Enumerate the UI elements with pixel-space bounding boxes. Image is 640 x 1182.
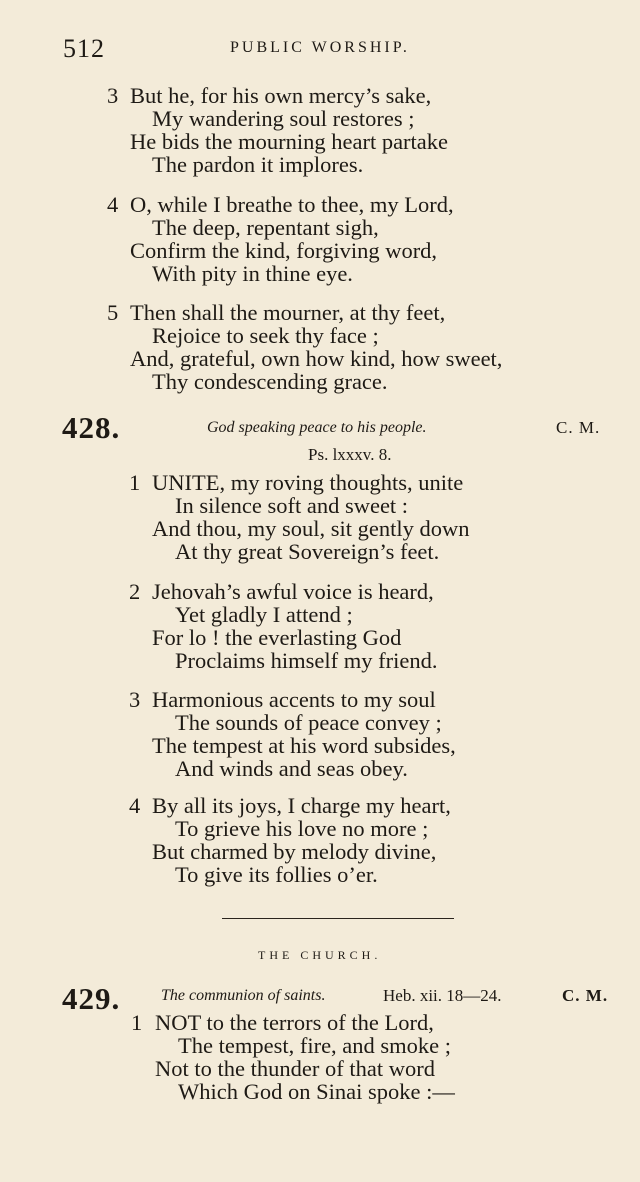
section-title: THE CHURCH.	[258, 948, 382, 962]
verse-number: 4	[107, 192, 119, 217]
hymn-number: 429.	[62, 981, 121, 1016]
verse-line: To grieve his love no more ;	[175, 816, 429, 841]
verse-line: Proclaims himself my friend.	[175, 648, 438, 673]
verse-line: Harmonious accents to my soul	[152, 687, 436, 712]
verse-line: By all its joys, I charge my heart,	[152, 793, 451, 818]
verse-line: My wandering soul restores ;	[152, 106, 415, 131]
verse-line: And winds and seas obey.	[175, 756, 408, 781]
verse-line: For lo ! the everlasting God	[152, 625, 402, 650]
verse-line: Yet gladly I attend ;	[175, 602, 353, 627]
verse-line: And thou, my soul, sit gently down	[152, 516, 470, 541]
verse-number: 4	[129, 793, 141, 818]
verse-line: The sounds of peace convey ;	[175, 710, 442, 735]
verse-line: The tempest at his word subsides,	[152, 733, 456, 758]
verse-line: At thy great Sovereign’s feet.	[175, 539, 440, 564]
verse-line: But he, for his own mercy’s sake,	[130, 83, 432, 108]
running-title: PUBLIC WORSHIP.	[230, 39, 410, 56]
verse-line: He bids the mourning heart partake	[130, 129, 449, 154]
verse-line: Rejoice to seek thy face ;	[152, 323, 379, 348]
hymn-title: The communion of saints.	[161, 987, 326, 1004]
scripture-reference: Ps. lxxxv. 8.	[308, 445, 392, 464]
verse-line: Jehovah’s awful voice is heard,	[152, 579, 434, 604]
hymn-title: God speaking peace to his people.	[207, 419, 427, 436]
verse-number: 1	[131, 1010, 143, 1035]
verse-line: The deep, repentant sigh,	[152, 215, 379, 240]
verse-line: UNITE, my roving thoughts, unite	[152, 470, 464, 495]
verse-number: 2	[129, 579, 141, 604]
verse-number: 3	[107, 83, 119, 108]
verse-line: And, grateful, own how kind, how sweet,	[130, 346, 503, 371]
hymn-meter: C. M.	[556, 418, 601, 437]
verse-number: 3	[129, 687, 141, 712]
verse-line: The pardon it implores.	[152, 152, 364, 177]
verse-line: Not to the thunder of that word	[155, 1056, 435, 1081]
verse-number: 1	[129, 470, 141, 495]
verse-line: The tempest, fire, and smoke ;	[178, 1033, 452, 1058]
verse-line: NOT to the terrors of the Lord,	[155, 1010, 434, 1035]
verse-line: Thy condescending grace.	[152, 369, 388, 394]
verse-line: Then shall the mourner, at thy feet,	[130, 300, 446, 325]
section-divider	[222, 918, 454, 919]
verse-line: But charmed by melody divine,	[152, 839, 437, 864]
verse-line: To give its follies o’er.	[175, 862, 378, 887]
verse-line: In silence soft and sweet :	[175, 493, 409, 518]
hymn-meter: C. M.	[562, 986, 609, 1005]
verse-number: 5	[107, 300, 119, 325]
verse-line: O, while I breathe to thee, my Lord,	[130, 192, 454, 217]
verse-line: Which God on Sinai spoke :—	[178, 1079, 455, 1104]
scripture-reference: Heb. xii. 18—24.	[383, 986, 502, 1005]
hymn-number: 428.	[62, 410, 121, 445]
page-number: 512	[63, 34, 105, 63]
verse-line: With pity in thine eye.	[152, 261, 353, 286]
verse-line: Confirm the kind, forgiving word,	[130, 238, 438, 263]
